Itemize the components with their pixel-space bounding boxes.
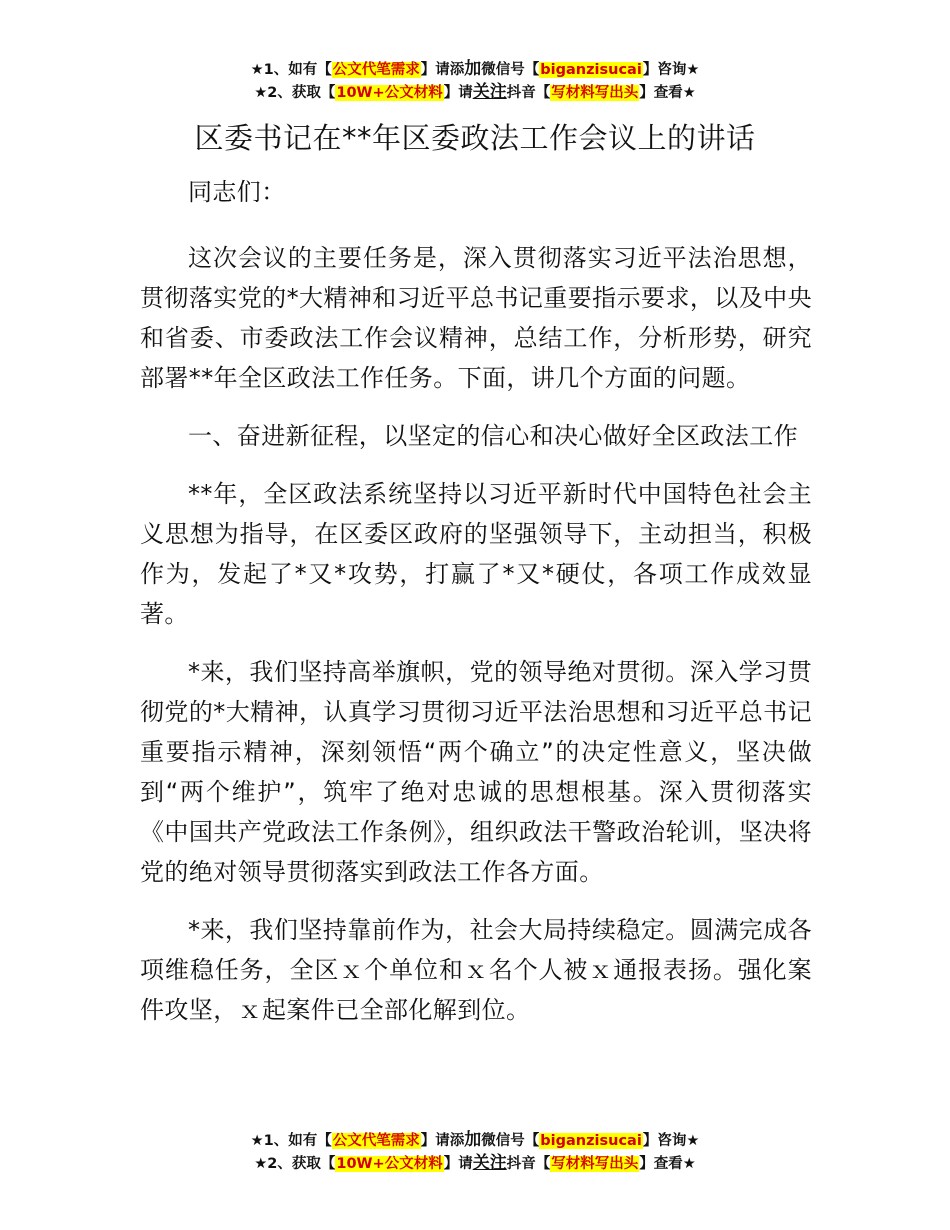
highlight-wechat-id: biganzisucai bbox=[540, 62, 642, 78]
section-heading-1: 一、奋进新征程，以坚定的信心和决心做好全区政法工作 bbox=[188, 422, 798, 450]
paragraph-party-leadership: *来，我们坚持高举旗帜，党的领导绝对贯彻。深入学习贯彻党的*大精神，认真学习贯彻习近平法治思想和习近平总书记重要指示精神，深刻领悟“两个确立”的决定性意义，坚决做到“两个维护”，筑牢了绝对忠诚的思想根基。深入贯彻落实《中国共产党政法工作条例》，组织政法干警政治轮训，坚决将党的绝对领导贯彻落实到政法工作各方面。 bbox=[140, 658, 812, 886]
paragraph-summary: **年，全区政法系统坚持以习近平新时代中国特色社会主义思想为指导，在区委区政府的坚强领导下，主动担当，积极作为，发起了*又*攻势，打赢了*又*硬仗，各项工作成效显著。 bbox=[140, 480, 812, 628]
highlight-materials: 10W+公文材料 bbox=[336, 1156, 443, 1172]
highlight-douyin-account: 写材料写出头 bbox=[551, 1156, 639, 1172]
highlight-douyin-account: 写材料写出头 bbox=[551, 85, 639, 101]
highlight-materials: 10W+公文材料 bbox=[336, 85, 443, 101]
promo-banner-bottom bbox=[0, 1129, 950, 1175]
highlight-service: 公文代笔需求 bbox=[332, 62, 420, 78]
promo-banner-top bbox=[0, 58, 950, 104]
paragraph-social-stability: *来，我们坚持靠前作为，社会大局持续稳定。圆满完成各项维稳任务，全区ｘ个单位和ｘ名个人被ｘ通报表扬。强化案件攻坚，ｘ起案件已全部化解到位。 bbox=[140, 916, 812, 1024]
document-body bbox=[140, 172, 812, 1048]
paragraph-intro: 这次会议的主要任务是，深入贯彻落实习近平法治思想，贯彻落实党的*大精神和习近平总书记重要指示要求，以及中央和省委、市委政法工作会议精神，总结工作，分析形势，研究部署**年全区政法工作任务。下面，讲几个方面的问题。 bbox=[140, 244, 812, 392]
document-title: 区委书记在**年区委政法工作会议上的讲话 bbox=[194, 121, 756, 155]
salutation: 同志们： bbox=[188, 178, 286, 206]
promo-line-1-bottom: ★1、如有【公文代笔需求】请添加微信号【biganzisucai】咨询★ bbox=[250, 1130, 700, 1150]
promo-line-2: ★2、获取【10W+公文材料】请关注抖音【写材料写出头】查看★ bbox=[254, 82, 696, 102]
highlight-wechat-id: biganzisucai bbox=[540, 1133, 642, 1149]
highlight-service: 公文代笔需求 bbox=[332, 1133, 420, 1149]
promo-line-1: ★1、如有【公文代笔需求】请添加微信号【biganzisucai】咨询★ bbox=[250, 59, 700, 79]
promo-line-2-bottom: ★2、获取【10W+公文材料】请关注抖音【写材料写出头】查看★ bbox=[254, 1153, 696, 1173]
